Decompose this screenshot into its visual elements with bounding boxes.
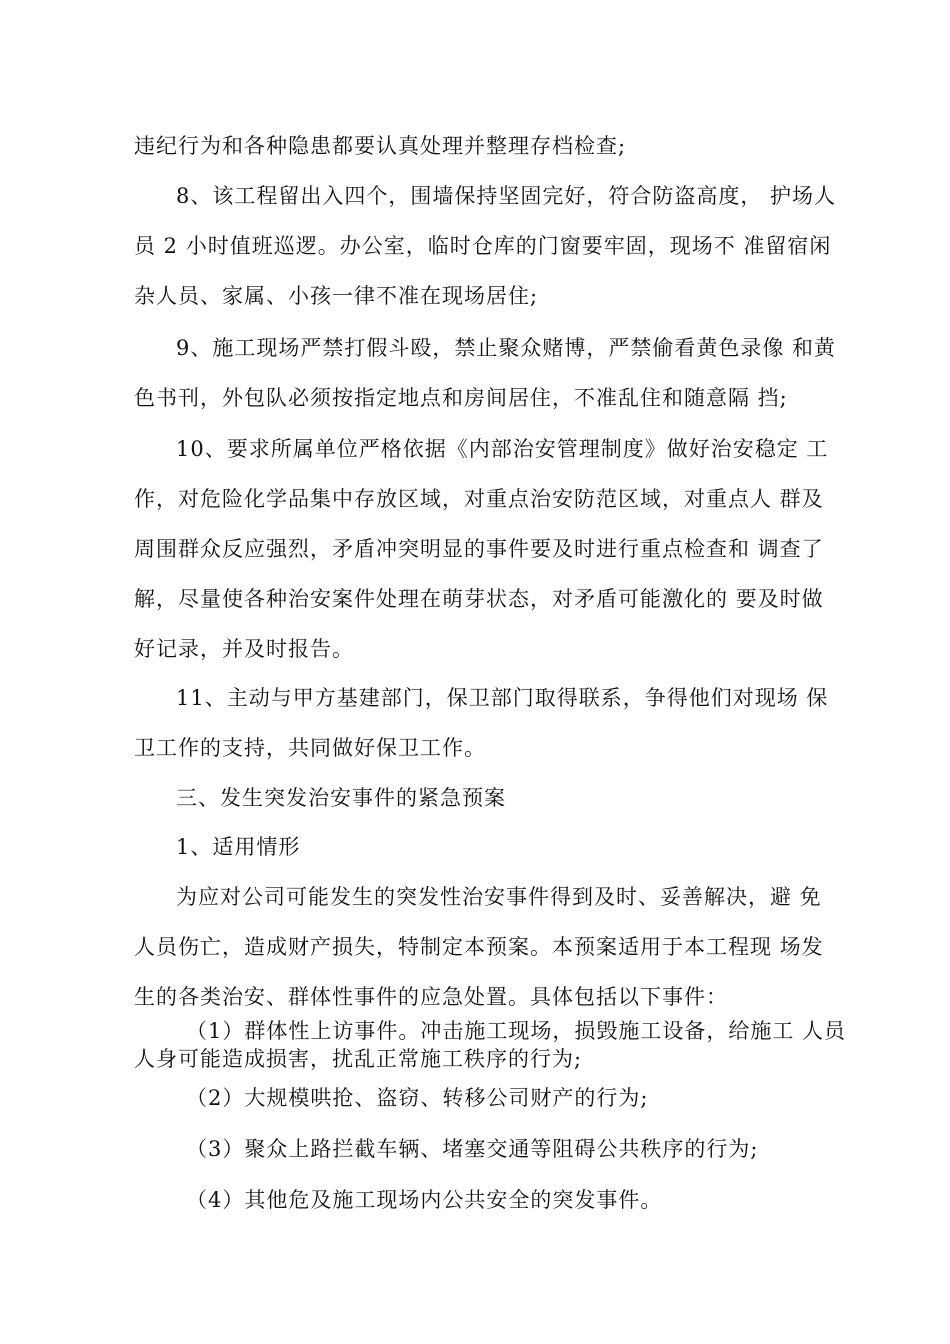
text-line: 三、发生突发治安事件的紧急预案 (176, 786, 506, 810)
list-item-2 (134, 1073, 824, 1123)
list-item-3 (134, 1124, 824, 1174)
text-line: 好记录，并及时报告。 (134, 637, 354, 661)
text-line: 10、要求所属单位严格依据《内部治安管理制度》做好治安稳定 工 (176, 437, 829, 461)
text-line: 解，尽量使各种治安案件处理在萌芽状态，对矛盾可能激化的 要及时做 (134, 587, 824, 611)
list-item-1 (134, 1017, 847, 1073)
text-line: （3）聚众上路拦截车辆、堵塞交通等阻碍公共秩序的行为; (186, 1137, 759, 1161)
section-heading (134, 773, 824, 823)
text-line: 员 2 小时值班巡逻。办公室，临时仓库的门窗要牢固，现场不 准留宿闲 (134, 234, 832, 258)
text-line: （2）大规模哄抢、盗窃、转移公司财产的行为; (186, 1086, 649, 1110)
text-line: 周围群众反应强烈，矛盾冲突明显的事件要及时进行重点检查和 调查了 (134, 537, 824, 561)
subsection-heading (134, 822, 824, 872)
text-line: 卫工作的支持，共同做好保卫工作。 (134, 736, 486, 760)
text-line: （1）群体性上访事件。冲击施工现场，损毁施工设备，给施工 人员 (186, 1019, 847, 1043)
text-line: 1、适用情形 (176, 835, 301, 859)
paragraph-item-8 (134, 171, 837, 321)
text-line: 8、该工程留出入四个，围墙保持坚固完好，符合防盗高度， 护场人 (176, 184, 837, 208)
text-line: 作，对危险化学品集中存放区域，对重点治安防范区域，对重点人 群及 (134, 487, 824, 511)
text-line: 人员伤亡，造成财产损失，特制定本预案。本预案适用于本工程现 场发 (134, 935, 824, 959)
paragraph-item-11 (134, 673, 829, 773)
text-line: 生的各类治安、群体性事件的应急处置。具体包括以下事件： (134, 985, 728, 1009)
list-item-4 (134, 1175, 824, 1225)
text-line: 色书刊，外包队必须按指定地点和房间居住，不准乱住和随意隔 挡; (134, 386, 788, 410)
paragraph-item-10 (134, 424, 829, 674)
text-line: （4）其他危及施工现场内公共安全的突发事件。 (186, 1188, 663, 1212)
text-line: 杂人员、家属、小孩一律不准在现场居住; (134, 284, 539, 308)
text-line: 违纪行为和各种隐患都要认真处理并整理存档检查; (134, 134, 627, 158)
text-line: 9、施工现场严禁打假斗殴，禁止聚众赌博，严禁偷看黄色录像 和黄 (176, 336, 837, 360)
text-line: 11、主动与甲方基建部门，保卫部门取得联系，争得他们对现场 保 (176, 686, 829, 710)
paragraph-scope (134, 872, 824, 1022)
paragraph-item-9 (134, 323, 837, 423)
paragraph-continuation (134, 121, 824, 171)
text-line: 为应对公司可能发生的突发性治安事件得到及时、妥善解决，避 免 (176, 885, 822, 909)
text-line: 人身可能造成损害，扰乱正常施工秩序的行为; (134, 1047, 583, 1071)
